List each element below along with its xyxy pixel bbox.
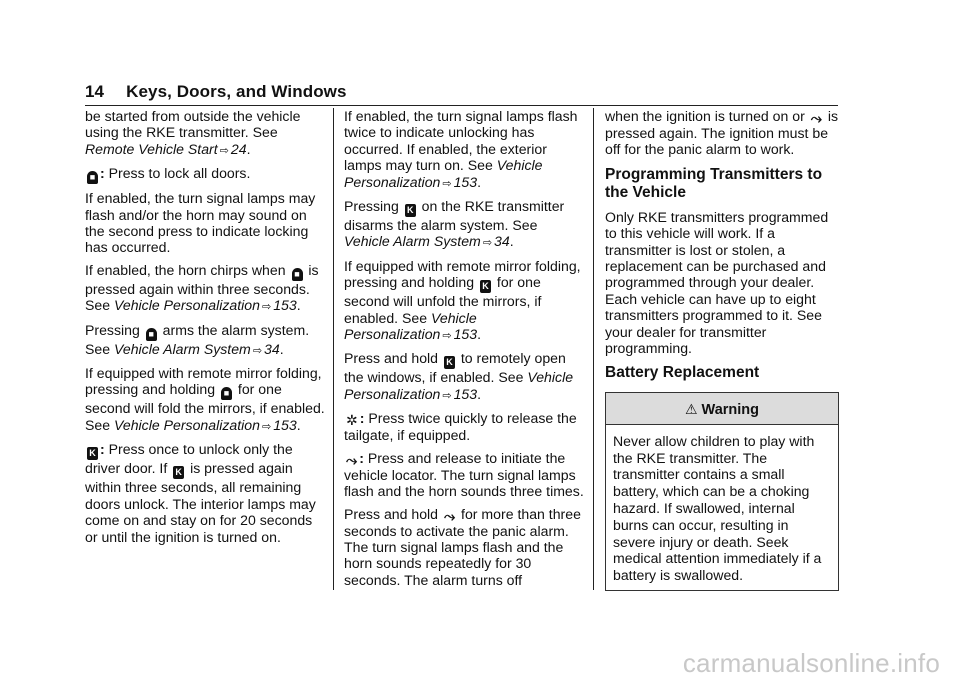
cross-reference-link[interactable]: Vehicle Personalization bbox=[344, 157, 543, 190]
column-1 bbox=[85, 108, 325, 551]
page-ref[interactable]: 153 bbox=[453, 385, 478, 402]
paragraph: If enabled, the horn chirps when ■ is pressed again within three seconds. See Vehicle Personalization ⇨ 153. bbox=[85, 261, 319, 314]
header-divider bbox=[85, 105, 838, 106]
cross-reference-link[interactable]: Vehicle Personalization bbox=[344, 309, 477, 343]
remote-start-icon: ⤳ bbox=[346, 451, 358, 468]
page-number: 14 bbox=[85, 82, 105, 101]
paragraph: Pressing ■ arms the alarm system. See Vehicle Alarm System ⇨ 34. bbox=[85, 321, 310, 357]
cross-reference-link[interactable]: Remote Vehicle Start bbox=[85, 140, 218, 157]
page-arrow-icon: ⇨ bbox=[442, 177, 452, 190]
lock-icon: ■ bbox=[292, 268, 303, 281]
page-arrow-icon: ⇨ bbox=[482, 237, 493, 250]
page-ref[interactable]: 153 bbox=[453, 173, 478, 190]
page-arrow-icon: ⇨ bbox=[261, 301, 272, 314]
watermark: carmanualsonline.info bbox=[682, 648, 940, 678]
page-ref[interactable]: 34 bbox=[494, 233, 510, 250]
page-header bbox=[85, 82, 347, 102]
section-heading: Programming Transmitters to the Vehicle bbox=[605, 165, 823, 201]
paragraph: be started from outside the vehicle using the RKE transmitter. See Remote Vehicle Start ⇨ 24. bbox=[85, 108, 301, 157]
paragraph: ⤳ : Press and release to initiate the vehicle locator. The turn signal lamps flash and the horn sounds three times. bbox=[344, 449, 584, 500]
paragraph: when the ignition is turned on or ⤳ is pressed again. The ignition must be off for the panic alarm to work. bbox=[605, 108, 839, 158]
page-arrow-icon: ⇨ bbox=[219, 144, 229, 157]
paragraph: If equipped with remote mirror folding, pressing and holding K for one second will unfold the mirrors, if enabled. See Vehicle Personalization ⇨ 153. bbox=[344, 257, 581, 343]
lock-icon: ■ bbox=[221, 387, 232, 400]
unlock-icon: K bbox=[444, 356, 455, 369]
page-arrow-icon: ⇨ bbox=[442, 330, 452, 343]
paragraph: K : Press once to unlock only the driver door. If K is pressed again within three seconds, all remaining doors unlock. The interior lamps may come on and stay on for 20 seconds or until the ignition is turned on. bbox=[85, 441, 316, 545]
column-3 bbox=[605, 108, 843, 591]
page-ref[interactable]: 153 bbox=[273, 416, 297, 433]
page-ref[interactable]: 24 bbox=[230, 140, 247, 157]
cross-reference-link[interactable]: Vehicle Alarm System bbox=[114, 340, 251, 357]
column-divider bbox=[593, 108, 594, 590]
paragraph: ✲ : Press twice quickly to release the tailgate, if equipped. bbox=[344, 410, 577, 444]
section-heading: Battery Replacement bbox=[605, 364, 760, 382]
unlock-icon: K bbox=[173, 466, 184, 479]
warning-box bbox=[605, 392, 839, 591]
paragraph: If enabled, the turn signal lamps may flash and/or the horn may sound on the second press to indicate locking has occurred. bbox=[85, 190, 316, 256]
cross-reference-link[interactable]: Vehicle Personalization bbox=[114, 297, 260, 314]
warning-header bbox=[606, 393, 838, 424]
section-title: Keys, Doors, and Windows bbox=[126, 82, 347, 101]
liftgate-icon: ✲ bbox=[346, 412, 358, 429]
page-ref[interactable]: 34 bbox=[264, 340, 280, 357]
page-arrow-icon: ⇨ bbox=[252, 344, 263, 357]
paragraph: If enabled, the turn signal lamps flash twice to indicate unlocking has occurred. If enabled, the exterior lamps may turn on. See Vehicle Personalization ⇨ 153. bbox=[344, 108, 578, 190]
page-arrow-icon: ⇨ bbox=[261, 420, 272, 433]
unlock-icon: K bbox=[405, 204, 416, 217]
cross-reference-link[interactable]: Vehicle Alarm System bbox=[344, 233, 481, 250]
unlock-icon: K bbox=[87, 447, 98, 460]
lock-icon: ■ bbox=[146, 328, 157, 341]
cross-reference-link[interactable]: Vehicle Personalization bbox=[344, 369, 574, 402]
page-ref[interactable]: 153 bbox=[273, 297, 297, 314]
paragraph: If equipped with remote mirror folding, pressing and holding ■ for one second will fold the mirrors, if enabled. See Vehicle Personalization ⇨ 153. bbox=[85, 365, 325, 433]
cross-reference-link[interactable]: Vehicle Personalization bbox=[114, 416, 260, 433]
remote-start-icon: ⤳ bbox=[810, 110, 822, 126]
lock-icon: ■ bbox=[87, 171, 98, 184]
column-divider bbox=[333, 108, 334, 590]
warning-title: Warning bbox=[701, 402, 760, 419]
paragraph: Press and hold ⤳ for more than three seconds to activate the panic alarm. The turn signal lamps flash and the horn sounds repeatedly for 30 seconds. The alarm turns off bbox=[344, 505, 581, 588]
unlock-icon: K bbox=[480, 280, 491, 293]
page-arrow-icon: ⇨ bbox=[442, 389, 452, 402]
paragraph: Pressing K on the RKE transmitter disarms the alarm system. See Vehicle Alarm System ⇨ 34. bbox=[344, 198, 565, 250]
paragraph: Press and hold K to remotely open the windows, if enabled. See Vehicle Personalization ⇨ 153. bbox=[344, 350, 574, 402]
paragraph: ■ : Press to lock all doors. bbox=[85, 165, 325, 184]
warning-icon: ⚠ bbox=[684, 401, 698, 418]
warning-text: Never allow children to play with the RKE transmitter. The transmitter contains a small battery, which can be a choking hazard. If swallowed, internal burns can occur, resulting in severe injury or death. Seek medical attention immediately if a battery is swallowed. bbox=[613, 432, 822, 584]
remote-start-icon: ⤳ bbox=[443, 507, 456, 524]
page-ref[interactable]: 153 bbox=[453, 326, 478, 343]
column-2 bbox=[344, 108, 584, 594]
paragraph: Only RKE transmitters programmed to this vehicle will work. If a transmitter is lost or stolen, a replacement can be purchased and programmed through your dealer. Each vehicle can have up to eight transmitters programmed to it. See your dealer for transmitter programming. bbox=[605, 208, 829, 357]
